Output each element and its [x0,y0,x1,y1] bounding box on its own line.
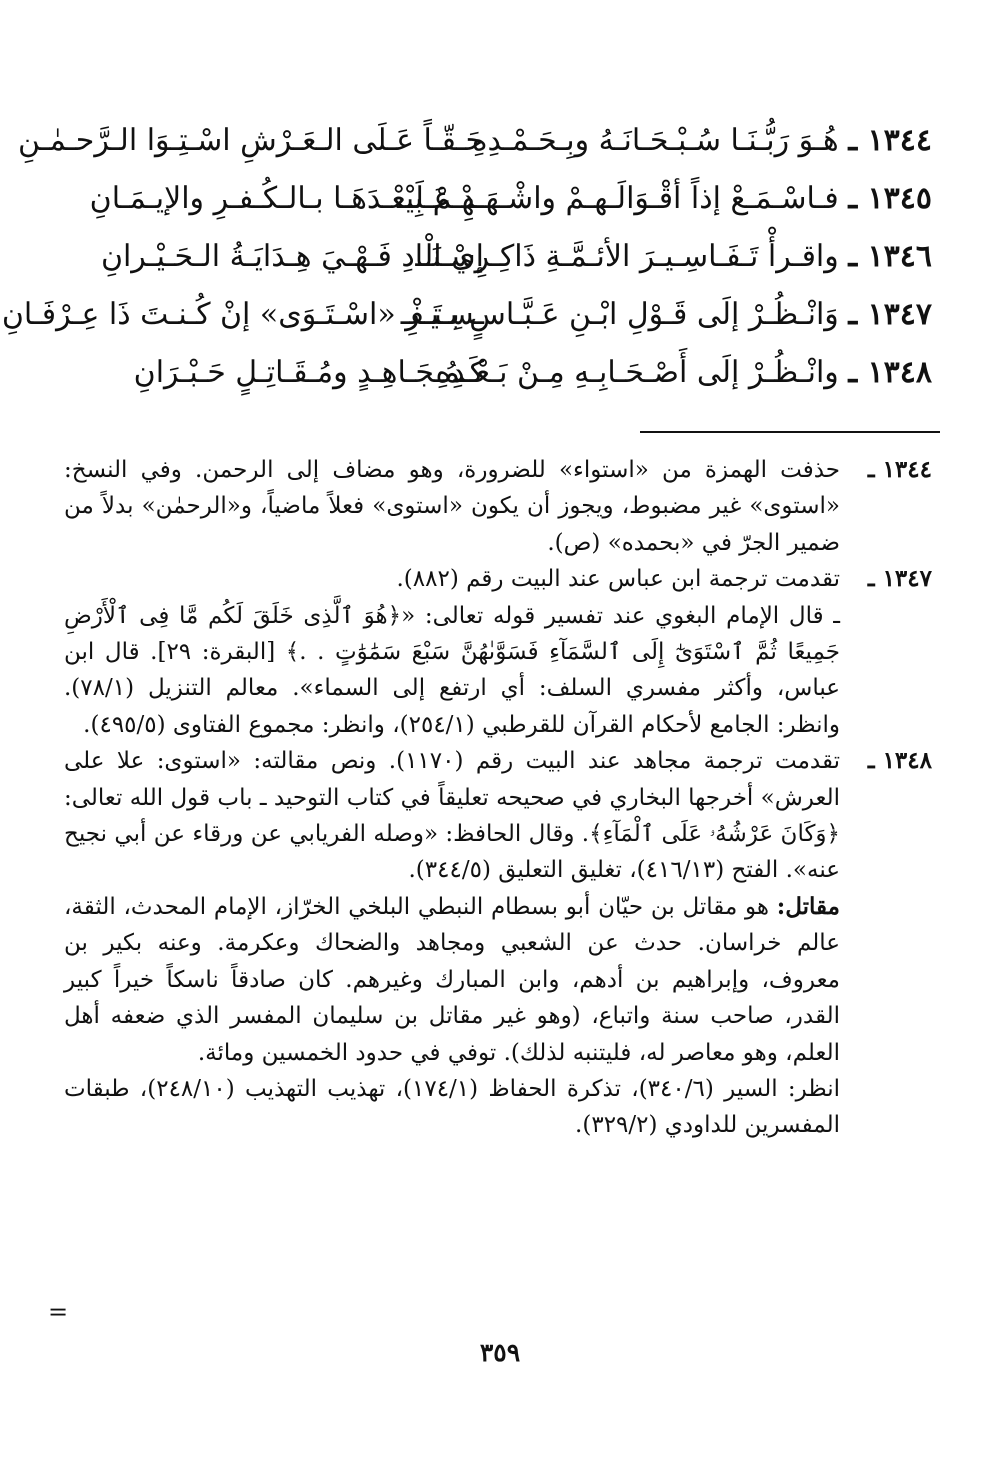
biography-references: انظر: السير (٣٤٠/٦)، تذكرة الحفاظ (١٧٤/١)، تهذيب التهذيب (٢٤٨/١٠)، طبقات المفسرين للداودي (٣٢٩/٢). [64,1075,841,1139]
biography-label: مقاتل: [776,892,840,920]
verse-line [18,118,932,176]
verse-number: ١٣٤٦ ـ [848,239,932,274]
footnote-text: تقدمت ترجمة ابن عباس عند البيت رقم (٨٨٢). [396,566,840,593]
biography-paragraph [64,889,840,1071]
verse-second-hemistich: حَـقّـاً عَـلَى الـعَـرْشِ اسْـتِـوَا الـرَّحـمٰـنِ [18,123,484,158]
footnote [64,452,932,561]
verse-line [64,234,932,292]
footnote-number: ١٣٤٧ ـ [867,565,932,593]
footnote-separator [640,431,940,433]
verse-second-hemistich: ـهِـمْ بِـعْـدَهَـا بـالـكُـفـرِ والإيـمَـانِ [89,181,484,216]
verse-number: ١٣٤٨ ـ [848,355,932,390]
verse-first-hemistich: ١٣٤٤ ـ هُـوَ رَبُّـنَـا سُـبْـحَـانَـهُ وبِـحَـمْـدِهِ [471,123,932,158]
verse-number: ١٣٤٤ ـ [848,123,932,158]
footnote [64,561,932,743]
verse-line [64,176,932,234]
verse-first-hemistich: ١٣٤٦ ـ واقـرأْ تَـفَـاسِـيـرَ الأئـمَّـةِ ذَاكِـرِي الْـ [415,239,932,274]
verse-line [1,292,932,350]
footnotes [64,452,932,1144]
verse-first-hemistich: ١٣٤٧ ـ وَانْـظُـرْ إلَى قَـوْلِ ابْـنِ عَـبَّـاسٍ بـتَـفْـ [400,297,932,332]
verse-second-hemistich: إسْـنَـادِ فَـهْـيَ هِـدَايَـةُ الـحَـيْـرانِ [100,239,484,274]
verse-second-hemistich: ـسِـيـرِ «اسْـتَـوَى» إنْ كُـنـتَ ذَا عِـرْفَـانِ [1,297,484,332]
biography-text: هو مقاتل بن حيّان أبو بسطام النبطي البلخي الخرّاز، الإمام المحدث، الثقة، عالم خراسان. حدث عن الشعبي ومجاهد والضحاك وعكرمة. وعنه بكير بن معروف، وإبراهيم بن أدهم، وابن المبارك وغيرهم. كان صادقاً ناسكاً خيراً كبير القدر، صاحب سنة واتباع، (وهو غير مقاتل بن سليمان المفسر الذي ضعفه أهل العلم، وهو معاصر له، فليتنبه لذلك). توفي في حدود الخمسين ومائة. [64,893,840,1066]
footnote-text: تقدمت ترجمة مجاهد عند البيت رقم (١١٧٠). ونص مقالته: «استوى: علا على العرش» أخرجها البخاري في صحيحه تعليقاً في كتاب التوحيد ـ باب قول الله تعالى: ﴿وَكَانَ عَرْشُهُۥ عَلَى ٱلْمَآءِ﴾. وقال الحافظ: «وصله الفريابي عن ورقاء عن أبي نجيح عنه». الفتح (٤١٦/١٣)، تغلیق التعليق (٣٤٤/٥). [64,748,840,884]
verse-first-hemistich: ١٣٤٥ ـ فـاسْـمَـعْ إذاً أقْـوَالَـهـمْ واشْـهَـدْ عَـلَيْـ [396,181,932,216]
footnote-text: ـ قال الإمام البغوي عند تفسير قوله تعالى: «﴿هُوَ ٱلَّذِى خَلَقَ لَكُم مَّا فِى ٱلْأَرْضِ جَمِيعًا ثُمَّ ٱسْتَوَىٰٓ إِلَى ٱلسَّمَآءِ فَسَوَّىٰهُنَّ سَبْعَ سَمَٰوَٰتٍ . .﴾ [البقرة: ٢٩]. قال ابن عباس، وأكثر مفسري السلف: أي ارتفع إلى السماء». معالم التنزيل (٧٨/١). وانظر: الجامع لأحكام القرآن للقرطبي (٢٥٤/١)، وانظر: مجموع الفتاوى (٤٩٥/٥). [64,602,841,738]
verse-line [64,350,932,408]
footnote-number: ١٣٤٨ ـ [867,747,932,775]
verse-number: ١٣٤٧ ـ [848,297,932,332]
footnote-number: ١٣٤٤ ـ [867,456,932,483]
footnote-text: حذفت الهمزة من «استواء» للضرورة، وهو مضاف إلى الرحمن. وفي النسخ: «استوى» غير مضبوط، ويجوز أن يكون «استوى» فعلاً ماضياً، و«الرحمٰن» بدلاً من ضمير الجرّ في «بحمده» (ص). [64,457,840,556]
footnote [64,743,932,1143]
continuation-mark: = [48,1298,69,1326]
verse-block [1,118,932,408]
page-number: ٣٥٩ [479,1338,521,1367]
verse-number: ١٣٤٥ ـ [848,181,932,216]
verse-first-hemistich: ١٣٤٨ ـ وانْـظُـرْ إلَى أَصْـحَـابِـهِ مِـنْ بَـعْـدِهِ [435,355,932,390]
verse-second-hemistich: كَـمُـجَـاهِـدٍ ومُـقَـاتِـلٍ حَـبْـرَانِ [133,355,484,390]
